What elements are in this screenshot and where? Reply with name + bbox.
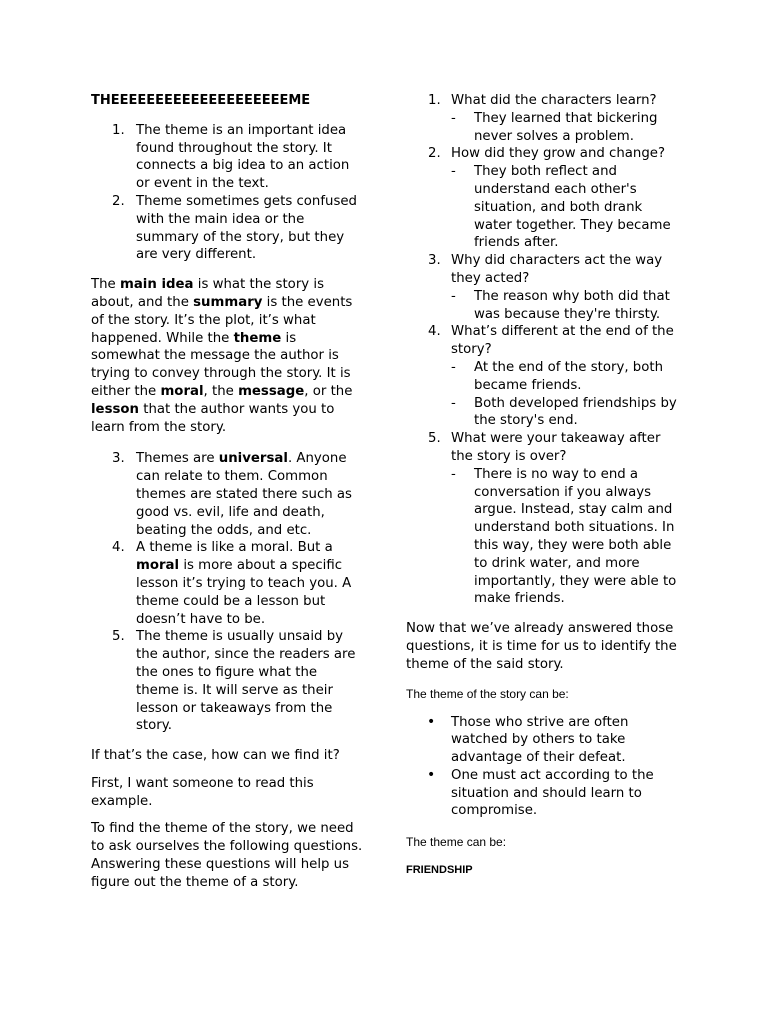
dash-marker: - [451, 359, 456, 375]
answer-text: There is no way to end a conversation if you always argue. Instead, stay calm and understand both situations. In this way, they were both able to drink water, and more importantly, they were able to make friends. [474, 466, 677, 607]
dash-marker: - [451, 395, 456, 411]
answer-text: The reason why both did that was because they're thirsty. [474, 288, 670, 322]
answer-item [451, 163, 681, 252]
list-item [91, 628, 363, 735]
question-text: Why did characters act the way they acted? [451, 253, 663, 286]
question-item [406, 323, 681, 430]
theme-facts-list-2 [91, 450, 363, 735]
answer-text: They learned that bickering never solves a problem. [474, 110, 658, 144]
question-text: How did they grow and change? [451, 146, 666, 162]
page-title: THEEEEEEEEEEEEEEEEEEEEME [91, 93, 311, 108]
bold-term: lesson [91, 401, 140, 417]
answer-item [451, 359, 681, 395]
questions-list [406, 92, 681, 608]
text-run: is what the story is about, and the [91, 277, 325, 310]
dash-marker: - [451, 110, 456, 126]
answer-text: At the end of the story, both became friends. [474, 359, 664, 393]
answer-text: They both reflect and understand each other's situation, and both drank water together. They became friends after. [474, 164, 671, 251]
bold-term: universal [218, 451, 288, 467]
bullet-text: Those who strive are often watched by others to take advantage of their defeat. [451, 714, 629, 766]
text-run: , the [203, 383, 239, 399]
left-column [91, 92, 363, 902]
bullet-item [406, 714, 681, 767]
text-run: The theme is usually unsaid by the author, since the readers are the ones to figure what the theme is. It will serve as their lesson or takeaways from the story. [136, 629, 356, 734]
text-run: is more about a specific lesson it’s trying to teach you. A theme could be a lesson but doesn’t have to be. [136, 558, 352, 627]
text-run: Themes are [136, 451, 219, 467]
question-text: What’s different at the end of the story? [451, 324, 674, 358]
bullet-marker: • [427, 713, 436, 730]
dash-marker: - [451, 466, 456, 482]
theme-word: FRIENDSHIP [406, 864, 473, 877]
answer-list [451, 359, 681, 430]
theme-facts-list-1 [91, 122, 363, 264]
question-item [406, 92, 681, 145]
bold-term: message [238, 383, 305, 399]
questions-intro-paragraph: To find the theme of the story, we need to ask ourselves the following questions. Answering these questions will help us figure out the theme of a story. [91, 821, 363, 890]
read-paragraph: First, I want someone to read this example. [91, 775, 314, 809]
theme-label: The theme can be: [406, 835, 507, 850]
bullet-text: One must act according to the situation and should learn to compromise. [451, 767, 654, 819]
text-run: that the author wants you to learn from the story. [91, 401, 335, 435]
list-number: 4. [428, 324, 441, 340]
question-item [406, 430, 681, 608]
question-item [406, 145, 681, 252]
text-run: . Anyone can relate to them. Common themes are stated there such as good vs. evil, life and death, beating the odds, and etc. [136, 451, 352, 538]
list-number: 5. [428, 431, 441, 447]
main-idea-paragraph [91, 276, 363, 436]
bullet-marker: • [427, 766, 436, 783]
text-run: The [91, 277, 120, 293]
theme-of-story-label: The theme of the story can be: [406, 686, 569, 701]
bold-term: summary [193, 294, 263, 310]
question-text: What did the characters learn? [451, 93, 657, 108]
bullet-item [406, 767, 681, 820]
bold-term: moral [160, 383, 204, 399]
question-item [406, 252, 681, 323]
list-number: 2. [428, 146, 441, 162]
theme-bullet-list [406, 714, 681, 821]
dash-marker: - [451, 288, 456, 304]
dash-marker: - [451, 164, 456, 180]
list-number: 3. [428, 253, 441, 269]
list-number: 5. [112, 629, 125, 645]
list-item-text: Theme sometimes gets confused with the main idea or the summary of the story, but they are very different. [136, 193, 358, 263]
list-item [91, 193, 363, 264]
answer-text: Both developed friendships by the story's end. [474, 395, 677, 429]
list-number: 2. [112, 193, 125, 209]
list-item [91, 122, 363, 193]
text-run: A theme is like a moral. But a [136, 540, 333, 556]
answer-item [451, 395, 681, 431]
list-number: 1. [428, 93, 441, 108]
answer-item [451, 110, 681, 146]
text-run: is the events of the story. It’s the plot, it’s what happened. While the [91, 294, 353, 346]
answer-item [451, 466, 681, 608]
right-column [406, 92, 681, 880]
answer-list [451, 288, 681, 324]
answer-list [451, 466, 681, 608]
bold-term: theme [233, 330, 282, 346]
list-item [91, 539, 363, 628]
answer-item [451, 288, 681, 324]
list-item-text: The theme is an important idea found throughout the story. It connects a big idea to an action or event in the text. [136, 122, 350, 192]
now-paragraph: Now that we’ve already answered those questions, it is time for us to identify the theme of the said story. [406, 621, 677, 672]
list-number: 4. [112, 540, 125, 556]
question-text: What were your takeaway after the story is over? [451, 431, 661, 464]
list-number: 3. [112, 451, 125, 467]
text-run: is somewhat the message the author is trying to convey through the story. It is either the [91, 330, 351, 399]
list-number: 1. [112, 122, 125, 138]
answer-list [451, 110, 681, 146]
find-paragraph: If that’s the case, how can we find it? [91, 748, 340, 764]
answer-list [451, 163, 681, 252]
bold-term: moral [136, 558, 180, 574]
list-item [91, 450, 363, 539]
text-run: , or the [304, 383, 353, 399]
bold-term: main idea [119, 277, 194, 293]
